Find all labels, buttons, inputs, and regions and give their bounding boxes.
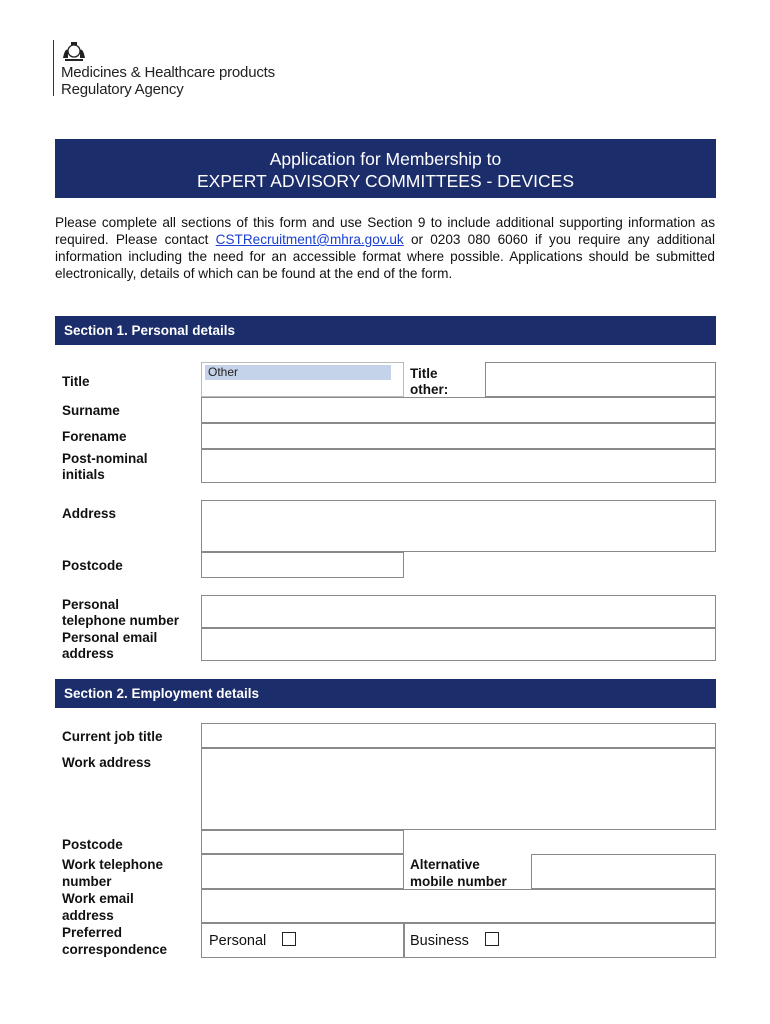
pref-business-checkbox[interactable] (485, 932, 499, 946)
work-phone-input[interactable] (201, 854, 404, 889)
intro-paragraph (55, 214, 715, 282)
email-label-1: Personal email (62, 630, 158, 645)
work-email-label-1: Work email (62, 891, 134, 906)
title-other-input[interactable] (485, 362, 716, 397)
work-postcode-label: Postcode (62, 837, 123, 852)
intro-text-after: or 0203 080 6060 if you require any additional information including the need for an accessible format where possible. Applications should be submitted electronically, details of which can be found at the end of the form. (55, 232, 715, 281)
phone-label-1: Personal (62, 597, 120, 612)
logo-divider (53, 40, 54, 96)
work-address-input[interactable] (201, 748, 716, 830)
pref-personal-label: Personal (209, 933, 267, 949)
title-dropdown[interactable]: Other (205, 365, 391, 380)
alt-mobile-input[interactable] (531, 854, 716, 889)
alt-mobile-label-2: mobile number (410, 874, 507, 889)
title-label: Title (62, 374, 90, 389)
postnominal-label-2: initials (62, 467, 105, 482)
work-email-label-2: address (62, 908, 114, 923)
agency-logo (53, 40, 313, 98)
job-title-label: Current job title (62, 729, 163, 744)
phone-label-2: telephone number (62, 613, 180, 628)
email-label-2: address (62, 646, 114, 661)
org-name-line2: Regulatory Agency (61, 81, 184, 98)
section1-heading: Section 1. Personal details (55, 316, 716, 345)
work-phone-label-2: number (62, 874, 112, 889)
pref-business-label: Business (410, 933, 469, 949)
surname-label: Surname (62, 403, 120, 418)
postcode-input[interactable] (201, 552, 404, 578)
royal-crest-icon (59, 40, 89, 62)
postcode-label: Postcode (62, 558, 123, 573)
org-name-line1: Medicines & Healthcare products (61, 64, 275, 81)
pref-label-1: Preferred (62, 925, 123, 940)
alt-mobile-label-1: Alternative (410, 857, 480, 872)
title-other-label-1: Title (410, 366, 438, 381)
surname-input[interactable] (201, 397, 716, 423)
address-input[interactable] (201, 500, 716, 552)
postnominal-label-1: Post-nominal (62, 451, 148, 466)
work-postcode-input[interactable] (201, 830, 404, 854)
section2-heading: Section 2. Employment details (55, 679, 716, 708)
work-address-label: Work address (62, 755, 152, 770)
pref-label-2: correspondence (62, 942, 168, 957)
forename-label: Forename (62, 429, 127, 444)
form-title-line1: Application for Membership to (269, 149, 502, 169)
postnominal-input[interactable] (201, 449, 716, 483)
intro-text-before: Please complete all sections of this form and use Section 9 to include additional supporting information as required. Please contact (55, 215, 715, 247)
forename-input[interactable] (201, 423, 716, 449)
personal-email-input[interactable] (201, 628, 716, 661)
work-email-input[interactable] (201, 889, 716, 923)
title-other-label-2: other: (410, 382, 449, 397)
form-title-banner (55, 139, 716, 198)
job-title-input[interactable] (201, 723, 716, 748)
contact-email-link[interactable]: CSTRecruitment@mhra.gov.uk (215, 232, 404, 247)
form-title-line2: EXPERT ADVISORY COMMITTEES - DEVICES (197, 171, 574, 191)
work-phone-label-1: Work telephone (62, 857, 164, 872)
address-label: Address (62, 506, 117, 521)
personal-phone-input[interactable] (201, 595, 716, 628)
pref-personal-checkbox[interactable] (282, 932, 296, 946)
